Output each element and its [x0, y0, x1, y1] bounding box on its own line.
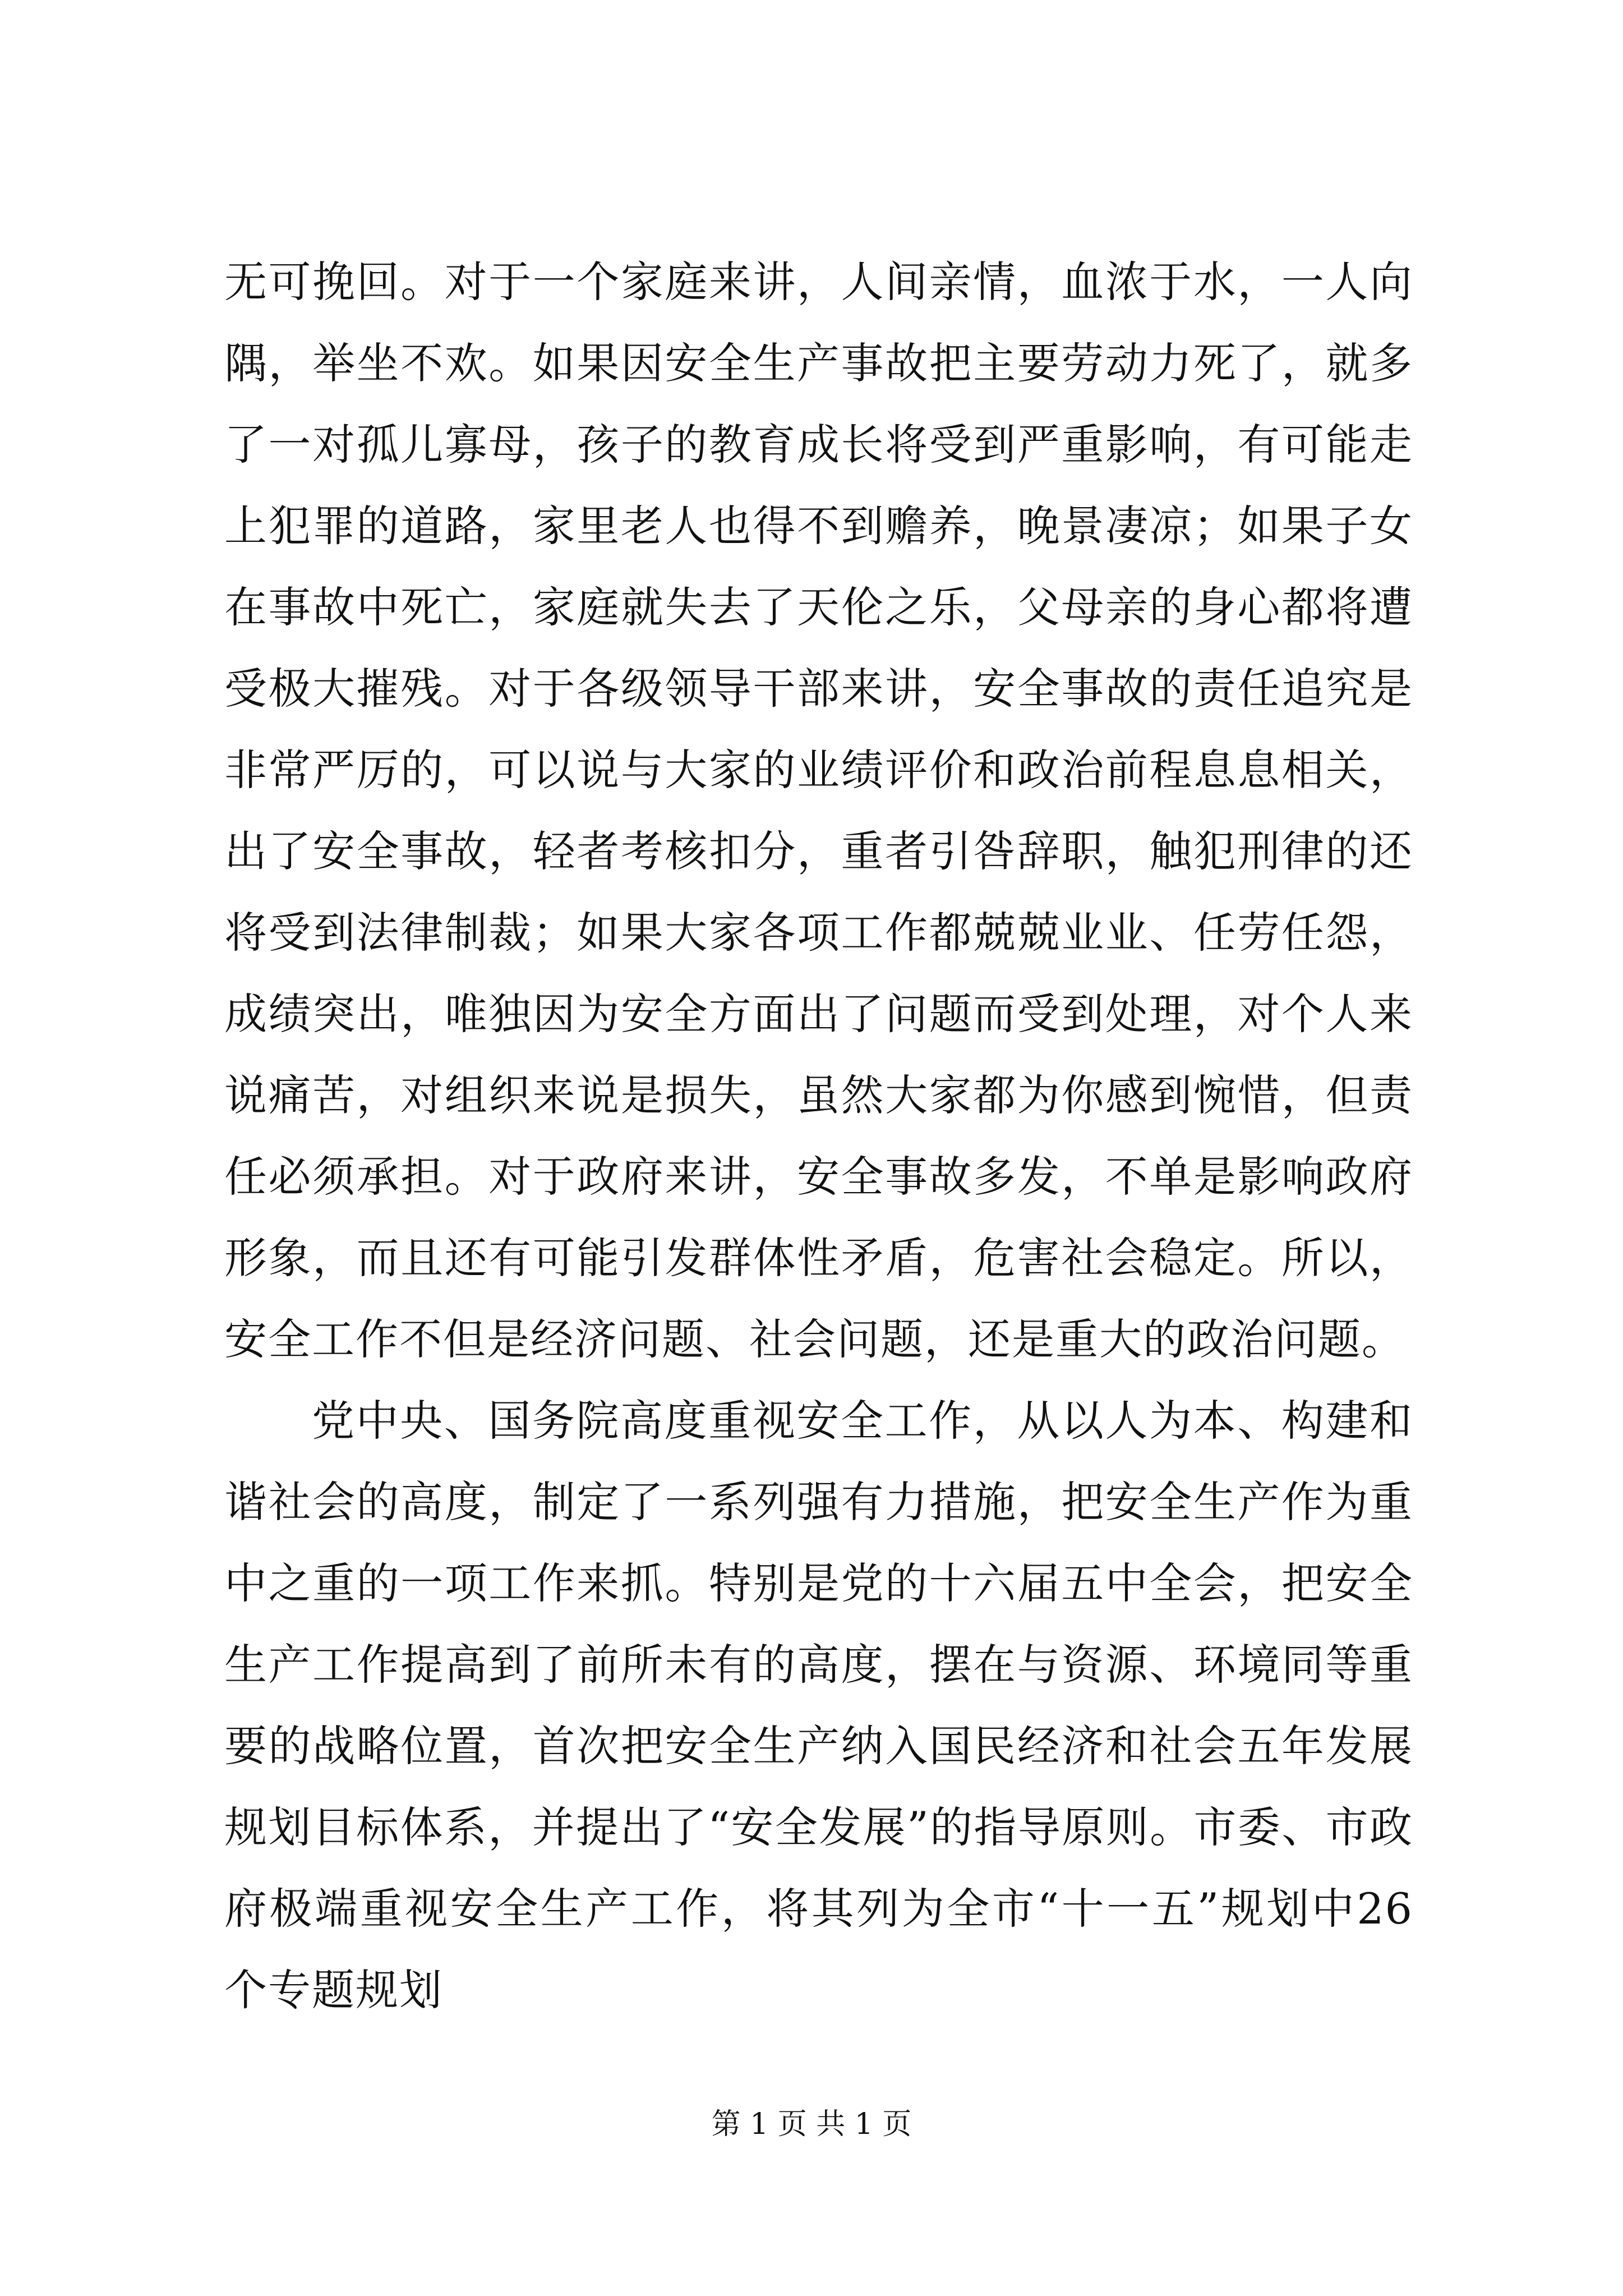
paragraph-1: 无可挽回。对于一个家庭来讲，人间亲情，血浓于水，一人向隅，举坐不欢。如果因安全生产事故把主要劳动力死了，就多了一对孤儿寡母，孩子的教育成长将受到严重影响，有可能走上犯罪的道路，家里老人也得不到赡养，晚景凄凉；如果子女在事故中死亡，家庭就失去了天伦之乐，父母亲的身心都将遭受极大摧残。对于各级领导干部来讲，安全事故的责任追究是非常严厉的，可以说与大家的业绩评价和政治前程息息相关，出了安全事故，轻者考核扣分，重者引咎辞职，触犯刑律的还将受到法律制裁；如果大家各项工作都兢兢业业、任劳任怨，成绩突出，唯独因为安全方面出了问题而受到处理，对个人来说痛苦，对组织来说是损失，虽然大家都为你感到惋惜，但责任必须承担。对于政府来讲，安全事故多发，不单是影响政府形象，而且还有可能引发群体性矛盾，危害社会稳定。所以，安全工作不但是经济问题、社会问题，还是重大的政治问题。 — [224, 257, 1413, 1364]
page-footer: 第 1 页 共 1 页 — [711, 2108, 912, 2141]
document-body — [224, 241, 1413, 2031]
paragraph-2: 党中央、国务院高度重视安全工作，从以人为本、构建和谐社会的高度，制定了一系列强有力措施，把安全生产作为重中之重的一项工作来抓。特别是党的十六届五中全会，把安全生产工作提高到了前所未有的高度，摆在与资源、环境同等重要的战略位置，首次把安全生产纳入国民经济和社会五年发展规划目标体系，并提出了“安全发展”的指导原则。市委、市政府极端重视安全生产工作，将其列为全市“十一五”规划中26个专题规划 — [224, 1396, 1413, 2015]
